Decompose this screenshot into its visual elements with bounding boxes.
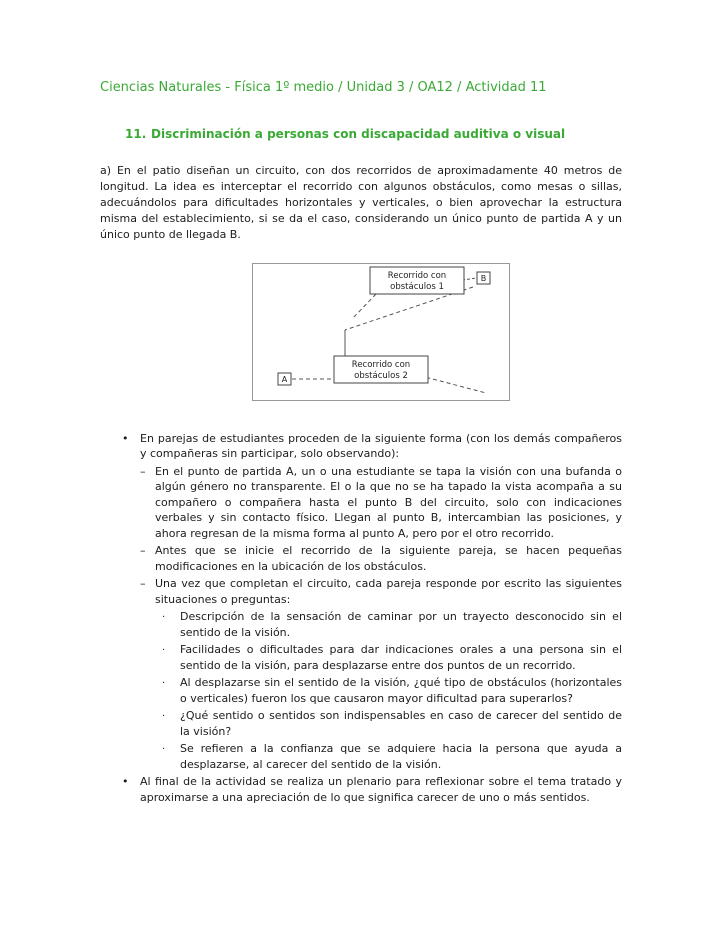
point-b-label: B [480, 273, 487, 283]
list-item-text: Al final de la actividad se realiza un plenario para reflexionar sobre el tema tratado y aproximarse a una apreciación de lo que significa carecer de uno o más sentidos. [140, 775, 622, 804]
list-item [100, 774, 622, 805]
list-item [100, 642, 622, 673]
point-a-label: A [281, 374, 288, 384]
list-item-text: Se refieren a la confianza que se adquiere hacia la persona que ayuda a desplazarse, al carecer del sentido de la visión. [180, 742, 622, 771]
dot-icon [162, 642, 180, 673]
list-item-text: Una vez que completan el circuito, cada pareja responde por escrito las siguientes situaciones o preguntas: [155, 577, 622, 606]
activity-steps-list [100, 431, 622, 806]
list-item-text: ¿Qué sentido o sentidos son indispensables en caso de carecer del sentido de la visión? [180, 709, 622, 738]
circuit-diagram-svg [252, 263, 510, 401]
list-item [100, 543, 622, 574]
list-item-text: Facilidades o dificultades para dar indicaciones orales a una persona sin el sentido de la visión, para desplazarse entre dos puntos de un recorrido. [180, 643, 622, 672]
list-item [100, 576, 622, 607]
circuit-diagram [252, 263, 510, 401]
dash-icon [140, 543, 155, 574]
list-item [100, 675, 622, 706]
list-item [100, 464, 622, 542]
list-item-text: En parejas de estudiantes proceden de la siguiente forma (con los demás compañeros y compañeras sin participar, solo observando): [140, 431, 622, 461]
bullet-icon [122, 431, 140, 462]
bullet-icon [122, 774, 140, 805]
route1-label-line2: obstáculos 1 [390, 281, 444, 292]
list-item-text: Al desplazarse sin el sentido de la visión, ¿qué tipo de obstáculos (horizontales o verticales) fueron los que causaron mayor dificultad para superarlos? [180, 676, 622, 705]
list-item [100, 741, 622, 772]
list-item [100, 609, 622, 640]
list-item [100, 708, 622, 739]
activity-heading [100, 127, 622, 141]
activity-number: 11. [125, 126, 147, 141]
page-content [100, 80, 622, 807]
breadcrumb: Ciencias Naturales - Física 1º medio / Unidad 3 / OA12 / Actividad 11 [100, 80, 547, 95]
dot-icon [162, 675, 180, 706]
dash-icon [140, 576, 155, 607]
list-item-text: Antes que se inicie el recorrido de la siguiente pareja, se hacen pequeñas modificaciones en la ubicación de los obstáculos. [155, 544, 622, 573]
route2-label-line2: obstáculos 2 [354, 370, 408, 381]
dot-icon [162, 708, 180, 739]
activity-title-text: Discriminación a personas con discapacidad auditiva o visual [151, 126, 566, 141]
dash-icon [140, 464, 155, 542]
route1-label-line1: Recorrido con [387, 270, 447, 281]
route2-label-line1: Recorrido con [351, 359, 411, 370]
dot-icon [162, 741, 180, 772]
list-item-text: Descripción de la sensación de caminar por un trayecto desconocido sin el sentido de la visión. [180, 610, 622, 639]
dot-icon [162, 609, 180, 640]
intro-paragraph: a) En el patio diseñan un circuito, con dos recorridos de aproximadamente 40 metros de longitud. La idea es interceptar el recorrido con algunos obstáculos, como mesas o sillas, adecuándolos para dificultades horizontales y verticales, o bien aprovechar la estructura misma del establecimiento, si se da el caso, considerando un único punto de partida A y un único punto de llegada B. [100, 163, 622, 241]
list-item-text: En el punto de partida A, un o una estudiante se tapa la visión con una bufanda o algún género no transparente. El o la que no se ha tapado la vista acompaña a su compañero o compañera hasta el punto B del circuito, solo con indicaciones verbales y sin contacto físico. Llegan al punto B, intercambian las posiciones, y ahora regresan de la misma forma al punto A, pero por el otro recorrido. [155, 464, 622, 540]
list-item [100, 431, 622, 462]
